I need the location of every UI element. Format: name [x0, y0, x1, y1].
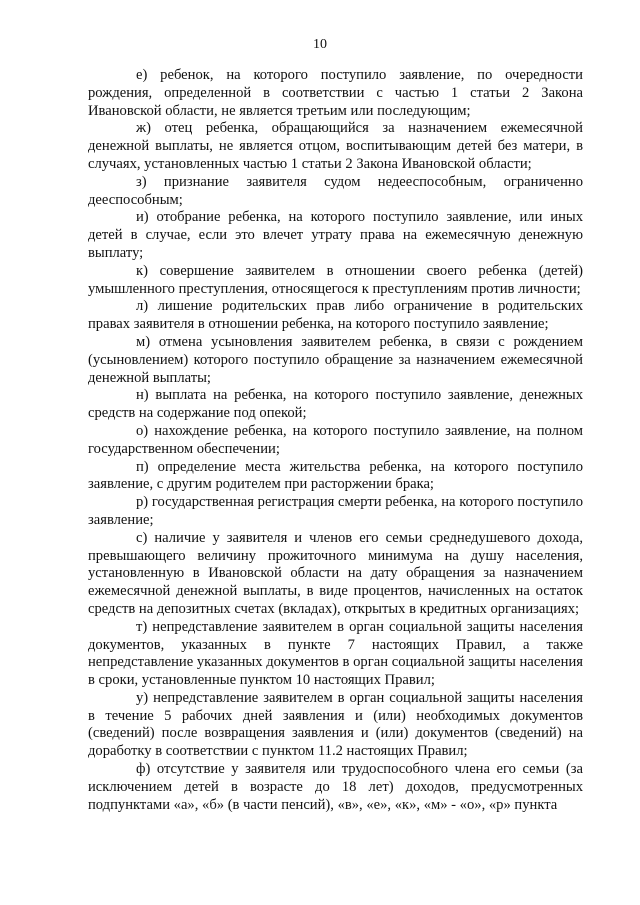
paragraph-zh: ж) отец ребенка, обращающийся за назначением ежемесячной денежной выплаты, не является отцом, воспитывающим детей без матери, в случаях, установленных частью 1 статьи 2 Закона Ивановской области;: [88, 120, 583, 172]
paragraph-i: и) отобрание ребенка, на которого поступило заявление, или иных детей в случае, если это влечет утрату права на ежемесячную денежную выплату;: [88, 209, 583, 261]
paragraph-k: к) совершение заявителем в отношении своего ребенка (детей) умышленного преступления, относящегося к преступлениям против личности;: [88, 262, 583, 297]
paragraph-f: ф) отсутствие у заявителя или трудоспособного члена его семьи (за исключением детей в возрасте до 18 лет) доходов, предусмотренных подпунктами «а», «б» (в части пенсий), «в», «е», «к», «м» - «о», «р» пункта: [88, 761, 583, 813]
paragraph-p: п) определение места жительства ребенка, на которого поступило заявление, с другим родителем при расторжении брака;: [88, 458, 583, 493]
paragraph-o: о) нахождение ребенка, на которого поступило заявление, на полном государственном обеспечении;: [88, 422, 583, 457]
page-number: 10: [313, 37, 327, 52]
document-body: [88, 67, 583, 814]
paragraph-n: н) выплата на ребенка, на которого поступило заявление, денежных средств на содержание под опекой;: [88, 387, 583, 422]
paragraph-t: т) непредставление заявителем в орган социальной защиты населения документов, указанных в пункте 7 настоящих Правил, а также непредставление указанных документов в орган социальной защиты населения в сроки, установленные пунктом 10 настоящих Правил;: [88, 618, 583, 689]
paragraph-l: л) лишение родительских прав либо ограничение в родительских правах заявителя в отношении ребенка, на которого поступило заявление;: [88, 298, 583, 333]
paragraph-z: з) признание заявителя судом недееспособным, ограниченно дееспособным;: [88, 173, 583, 208]
paragraph-m: м) отмена усыновления заявителем ребенка, в связи с рождением (усыновлением) которого поступило обращение за назначением ежемесячной денежной выплаты;: [88, 333, 583, 386]
paragraph-r: р) государственная регистрация смерти ребенка, на которого поступило заявление;: [88, 494, 583, 528]
paragraph-e: е) ребенок, на которого поступило заявление, по очередности рождения, определенной в соответствии с частью 1 статьи 2 Закона Ивановской области, не является третьим или последующим;: [88, 67, 583, 119]
paragraph-u: у) непредставление заявителем в орган социальной защиты населения в течение 5 рабочих дней заявления и (или) необходимых документов (сведений) после возвращения заявления и (или) документов (сведений) на доработку в соответствии с пунктом 11.2 настоящих Правил;: [88, 689, 583, 760]
paragraph-s: с) наличие у заявителя и членов его семьи среднедушевого дохода, превышающего величину прожиточного минимума на душу населения, установленную в Ивановской области на дату обращения за назначением ежемесячной денежной выплаты, в виде процентов, начисленных на остаток средств на депозитных счетах (вкладах), открытых в кредитных организациях;: [88, 529, 583, 617]
